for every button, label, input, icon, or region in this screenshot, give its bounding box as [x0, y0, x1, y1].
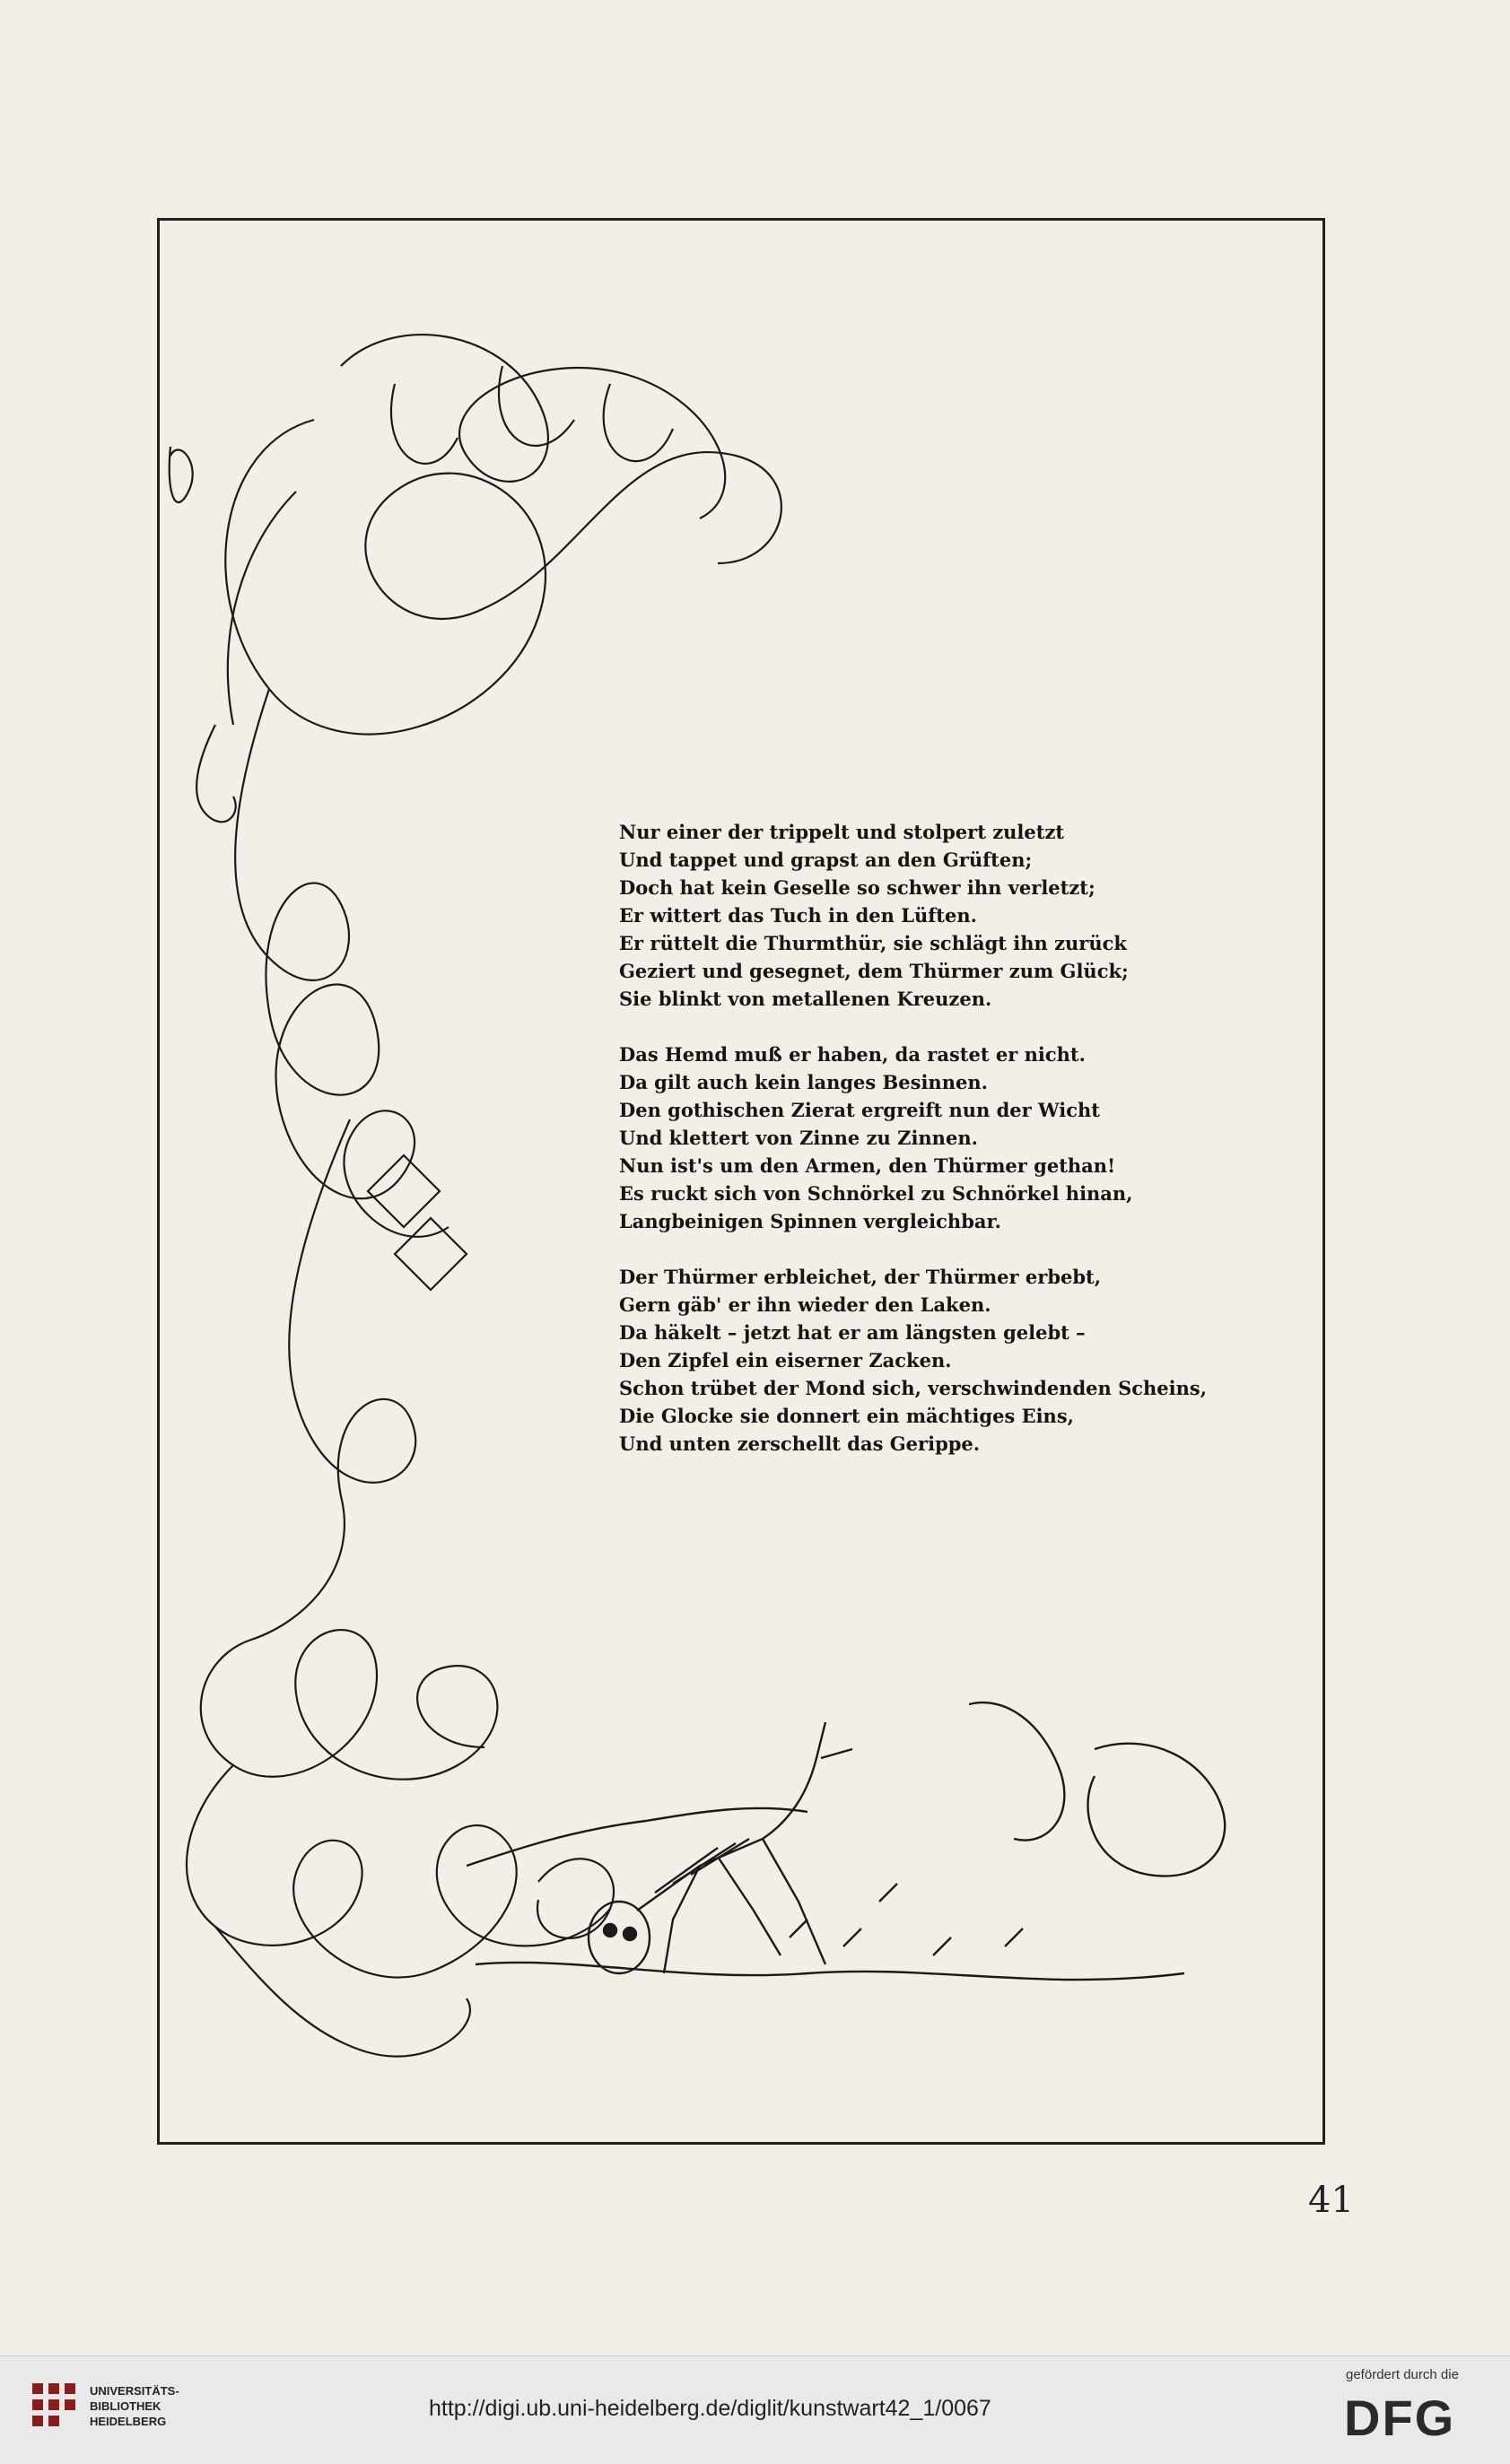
- stanza-1: [619, 818, 1301, 1013]
- poem-line: Sie blinkt von metallenen Kreuzen.: [619, 988, 992, 1010]
- funding-caption: gefördert durch die: [1346, 2367, 1459, 2382]
- poem-line: Doch hat kein Geselle so schwer ihn verletzt;: [619, 876, 1095, 899]
- poem-line: Er rüttelt die Thurmthür, sie schlägt ihn zurück: [619, 932, 1127, 954]
- poem-line: Den Zipfel ein eiserner Zacken.: [619, 1349, 952, 1371]
- poem-line: Der Thürmer erbleichet, der Thürmer erbebt,: [619, 1266, 1102, 1288]
- page-number: 41: [1308, 2180, 1354, 2221]
- source-url-link[interactable]: http://digi.ub.uni-heidelberg.de/diglit/kunstwart42_1/0067: [429, 2396, 991, 2421]
- library-name-line: BIBLIOTHEK: [90, 2399, 161, 2413]
- poem-line: Es ruckt sich von Schnörkel zu Schnörkel hinan,: [619, 1182, 1133, 1205]
- poem-line: Nun ist's um den Armen, den Thürmer gethan!: [619, 1154, 1116, 1177]
- poem-line: Da gilt auch kein langes Besinnen.: [619, 1071, 988, 1093]
- poem-line: Und unten zerschellt das Gerippe.: [619, 1432, 981, 1455]
- poem-line: Nur einer der trippelt und stolpert zuletzt: [619, 821, 1065, 843]
- library-name-line: UNIVERSITÄTS-: [90, 2384, 179, 2398]
- poem-line: Das Hemd muß er haben, da rastet er nicht.: [619, 1043, 1086, 1066]
- university-library-logo-icon: [27, 2378, 81, 2437]
- poem-line: Die Glocke sie donnert ein mächtiges Eins,: [619, 1405, 1074, 1427]
- poem-line: Gern gäb' er ihn wieder den Laken.: [619, 1293, 991, 1316]
- poem: [619, 818, 1301, 1485]
- poem-line: Da häkelt – jetzt hat er am längsten gelebt –: [619, 1321, 1086, 1344]
- poem-line: Und klettert von Zinne zu Zinnen.: [619, 1127, 978, 1149]
- poem-line: Er wittert das Tuch in den Lüften.: [619, 904, 977, 927]
- skeleton-illustration: [467, 1668, 1274, 2027]
- poem-line: Schon trübet der Mond sich, verschwindenden Scheins,: [619, 1377, 1208, 1399]
- poem-line: Langbeinigen Spinnen vergleichbar.: [619, 1210, 1001, 1232]
- poem-line: Den gothischen Zierat ergreift nun der Wicht: [619, 1099, 1100, 1121]
- footer-bar: [0, 2355, 1510, 2464]
- library-name-line: HEIDELBERG: [90, 2415, 167, 2428]
- poem-line: Geziert und gesegnet, dem Thürmer zum Glück;: [619, 960, 1129, 982]
- dfg-logo: DFG: [1344, 2390, 1456, 2446]
- library-name: [90, 2383, 179, 2429]
- stanza-2: [619, 1040, 1301, 1235]
- poem-line: Und tappet und grapst an den Grüften;: [619, 849, 1033, 871]
- stanza-3: [619, 1263, 1301, 1458]
